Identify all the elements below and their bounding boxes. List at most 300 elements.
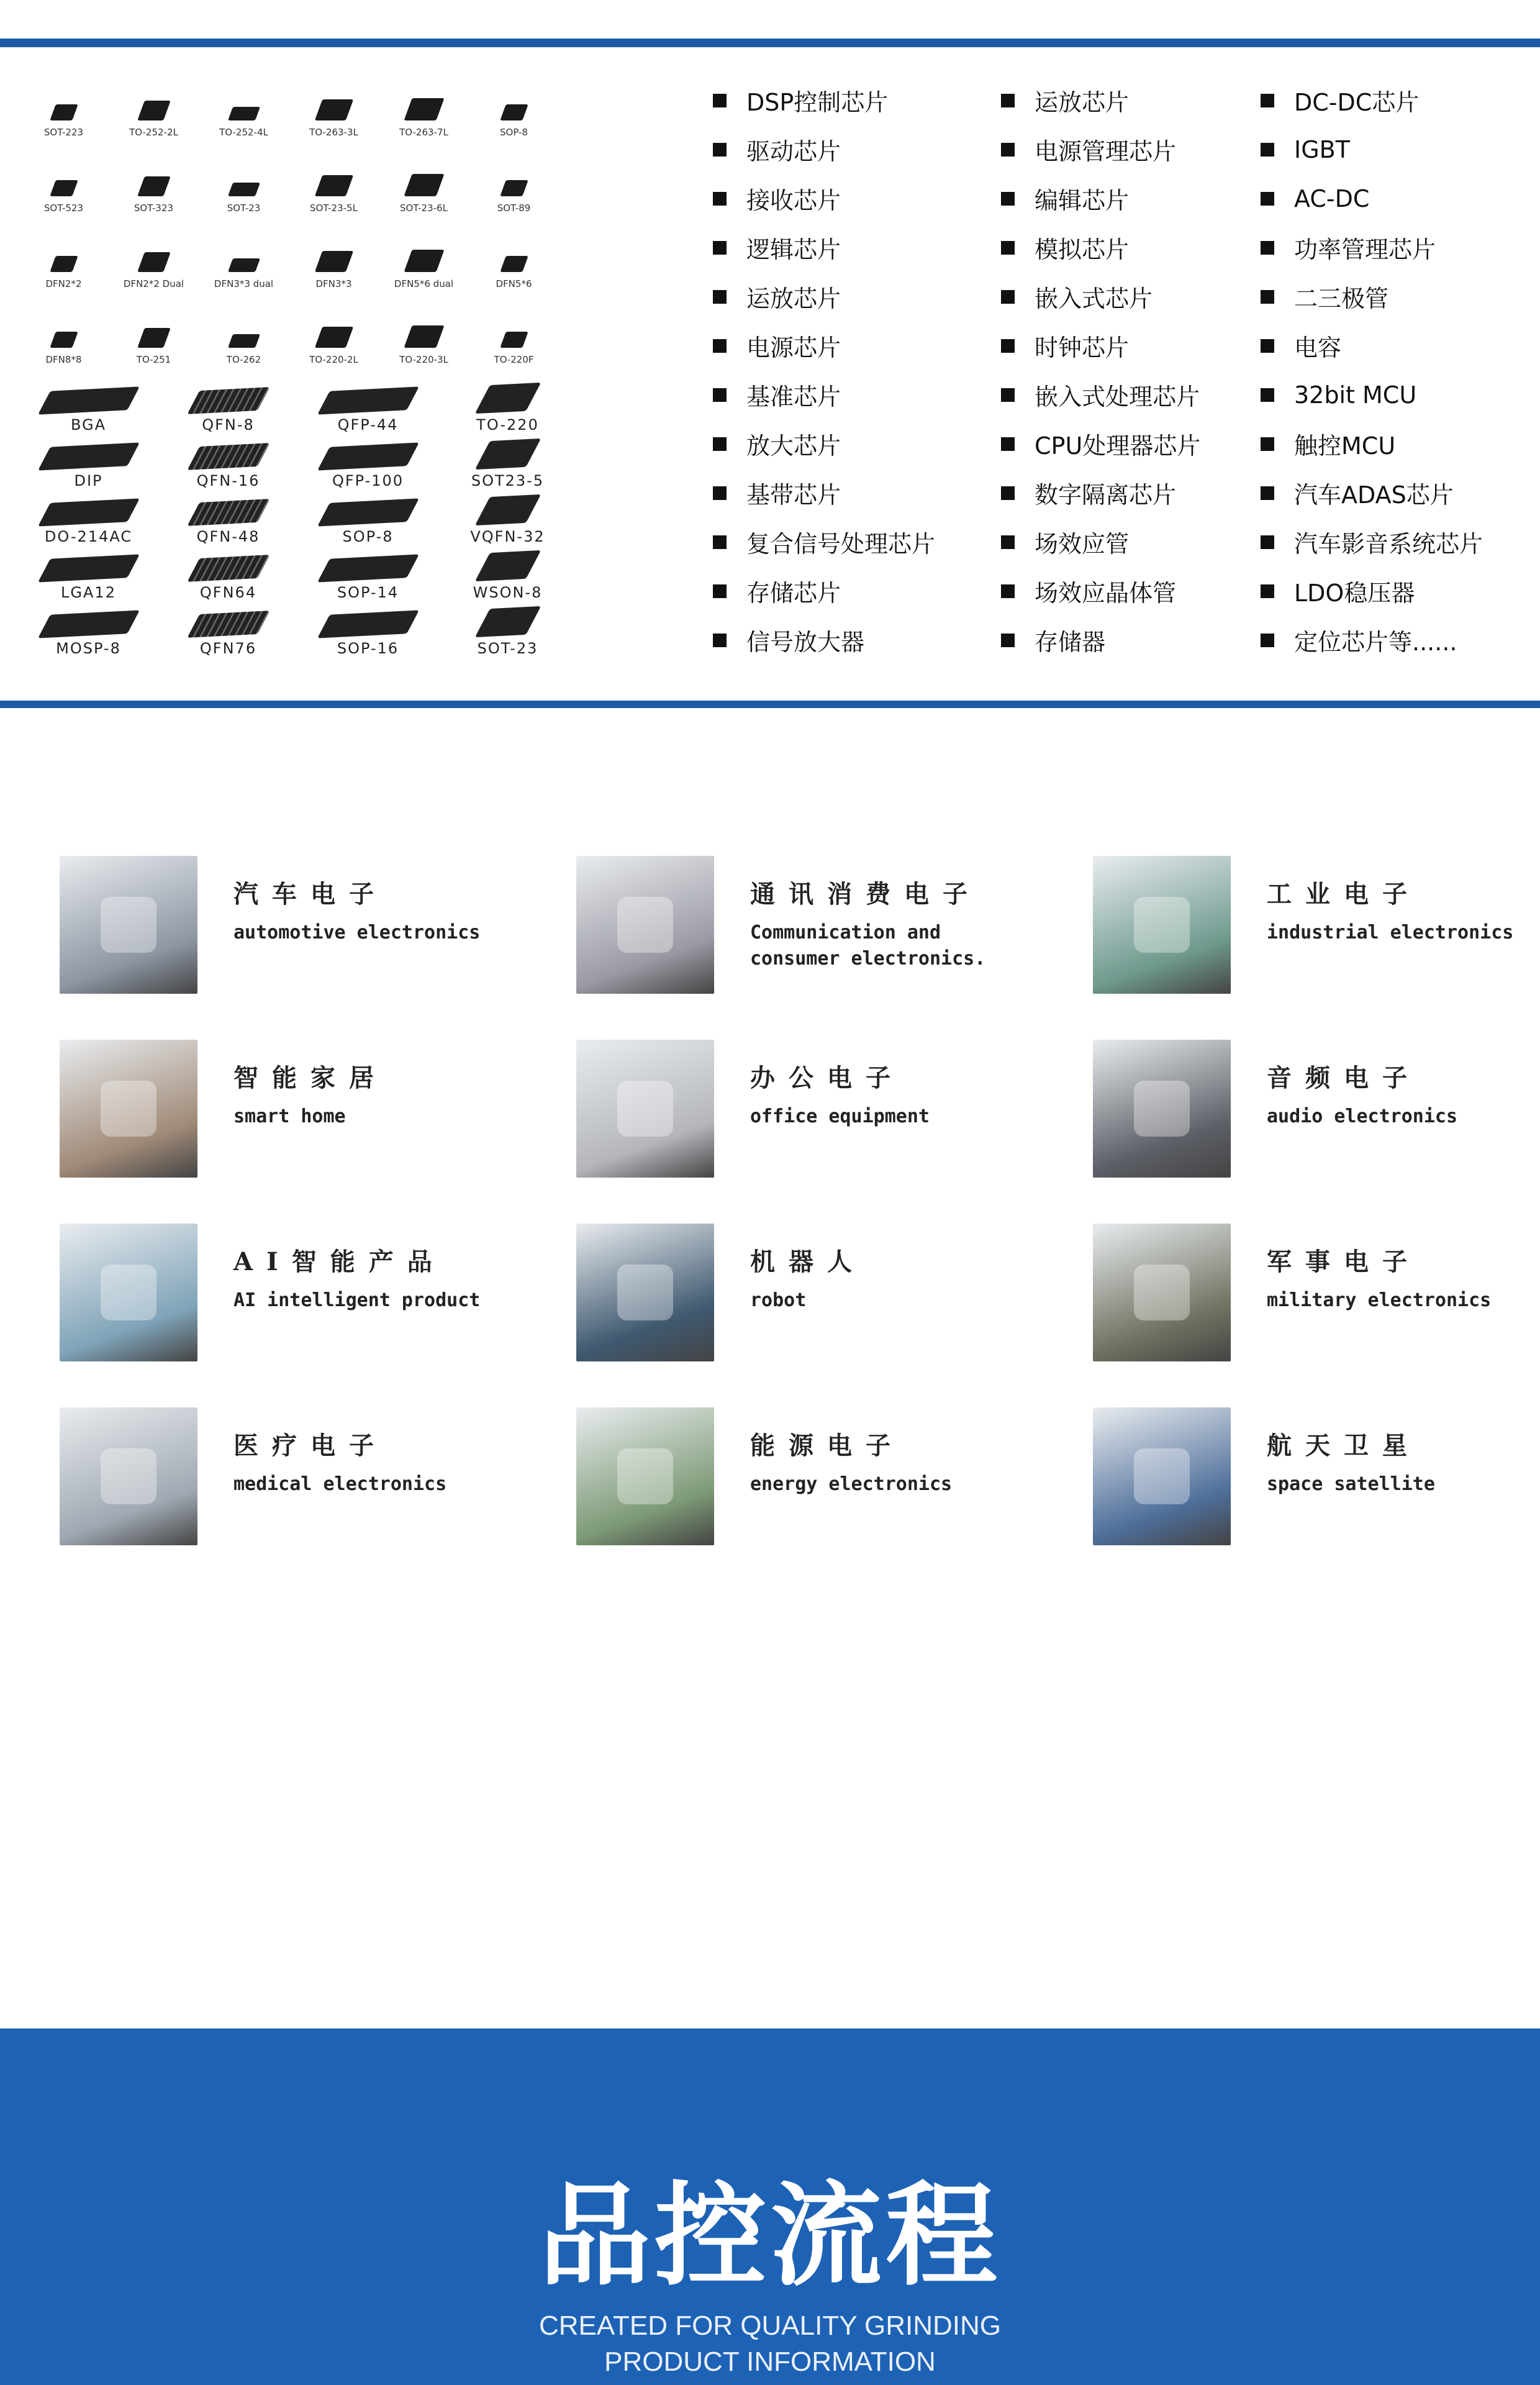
chip-package-icon xyxy=(404,174,444,196)
package-label: TO-262 xyxy=(226,354,261,365)
application-item xyxy=(60,1040,507,1178)
chip-list-label: 功率管理芯片 xyxy=(1294,236,1436,263)
application-photo xyxy=(60,1407,197,1545)
application-photo xyxy=(576,1407,714,1545)
chip-list-item xyxy=(1261,272,1483,321)
chip-list-item xyxy=(713,125,935,174)
square-bullet-icon xyxy=(713,584,727,598)
package-item xyxy=(379,138,469,214)
square-bullet-icon xyxy=(1261,241,1274,255)
package-item xyxy=(158,434,298,489)
chip-package-icon xyxy=(317,386,419,414)
square-bullet-icon xyxy=(1001,241,1015,255)
chip-list-label: 驱动芯片 xyxy=(746,138,841,165)
package-label: SOT-323 xyxy=(134,202,174,214)
package-item xyxy=(199,138,289,214)
package-label: VQFN-32 xyxy=(470,528,545,545)
chip-package-icon xyxy=(187,611,270,638)
chip-list-item xyxy=(713,370,935,419)
application-item xyxy=(60,1224,507,1361)
application-title-zh: 通讯消费电子 xyxy=(750,879,981,909)
chip-package-icon xyxy=(314,175,353,196)
chip-package-icon xyxy=(50,256,78,272)
chip-package-icon xyxy=(404,250,444,272)
square-bullet-icon xyxy=(1261,94,1274,107)
package-item xyxy=(109,62,199,138)
application-item xyxy=(576,1407,1023,1545)
application-text xyxy=(1267,1040,1528,1130)
chip-package-icon xyxy=(500,332,528,348)
chip-list-label: 嵌入式芯片 xyxy=(1035,285,1153,312)
chip-list-item xyxy=(1001,566,1200,616)
package-item xyxy=(19,434,158,489)
chip-list-item xyxy=(1001,223,1200,272)
chip-list-item xyxy=(1261,566,1483,616)
package-label: TO-251 xyxy=(136,354,171,365)
package-item xyxy=(438,489,578,545)
application-photo xyxy=(1093,1407,1231,1545)
package-item xyxy=(19,62,109,138)
chip-list-column-1 xyxy=(713,76,935,665)
application-title-en: medical electronics xyxy=(233,1473,447,1495)
package-label: LGA12 xyxy=(61,584,116,601)
package-label: QFP-100 xyxy=(332,472,404,489)
application-title-en: audio electronics xyxy=(1267,1106,1458,1127)
package-label: SOT-23-5L xyxy=(310,202,358,214)
package-label: TO-263-7L xyxy=(399,127,448,138)
package-item xyxy=(298,489,438,545)
chip-package-icon xyxy=(187,499,270,526)
chip-list-item xyxy=(713,174,935,223)
chip-list-label: 存储器 xyxy=(1035,629,1106,656)
square-bullet-icon xyxy=(1261,339,1274,353)
package-label: QFN64 xyxy=(199,584,257,601)
application-title-en: space satellite xyxy=(1267,1473,1435,1495)
package-item xyxy=(19,214,109,289)
chip-package-icon xyxy=(500,180,528,196)
package-item xyxy=(158,489,298,545)
chip-package-icon xyxy=(137,101,171,120)
package-item xyxy=(199,214,289,289)
chip-list-label: DC-DC芯片 xyxy=(1294,89,1420,116)
square-bullet-icon xyxy=(1261,634,1274,647)
package-item xyxy=(379,62,469,138)
square-bullet-icon xyxy=(1001,535,1015,549)
application-item xyxy=(576,1224,1023,1361)
chip-list-item xyxy=(713,223,935,272)
chip-list-label: LDO稳压器 xyxy=(1294,579,1415,607)
application-title-en: office equipment xyxy=(750,1106,930,1127)
package-label: DFN5*6 xyxy=(496,278,532,289)
chip-list-item xyxy=(1261,468,1483,517)
application-item xyxy=(1093,1407,1540,1545)
chip-list-label: 复合信号处理芯片 xyxy=(746,530,936,558)
package-item xyxy=(438,434,578,489)
chip-list-item xyxy=(1261,223,1483,272)
banner-subtitle xyxy=(0,2308,1540,2380)
package-label: TO-220-2L xyxy=(309,354,358,365)
chip-package-icon xyxy=(404,98,444,120)
application-photo xyxy=(1093,856,1231,994)
chip-package-icon xyxy=(314,327,353,348)
square-bullet-icon xyxy=(713,388,727,402)
package-item xyxy=(109,214,199,289)
chip-package-icon xyxy=(227,183,260,196)
chip-list-label: 电源管理芯片 xyxy=(1035,138,1177,165)
chip-package-icon xyxy=(137,328,171,348)
package-label: SOT-523 xyxy=(43,202,84,214)
application-title-en: military electronics xyxy=(1267,1289,1492,1311)
square-bullet-icon xyxy=(1001,388,1015,402)
chip-package-icon xyxy=(50,104,78,120)
square-bullet-icon xyxy=(713,486,727,500)
package-item xyxy=(469,62,559,138)
application-title-en: automotive electronics xyxy=(233,922,481,943)
application-title-zh: 办公电子 xyxy=(750,1063,904,1093)
chip-list-item xyxy=(1001,174,1200,223)
application-item xyxy=(1093,1040,1540,1178)
chip-list-label: 数字隔离芯片 xyxy=(1035,481,1177,509)
package-label: QFN-16 xyxy=(196,472,260,489)
chip-package-icon xyxy=(474,383,540,414)
chip-list-item xyxy=(713,321,935,370)
package-label: TO-252-2L xyxy=(129,127,178,138)
chip-list-column-3 xyxy=(1261,76,1483,665)
chip-list-label: 信号放大器 xyxy=(746,629,865,656)
square-bullet-icon xyxy=(713,192,727,206)
chip-list-label: 定位芯片等...... xyxy=(1294,629,1457,656)
application-text xyxy=(233,1407,494,1497)
application-text xyxy=(750,1224,1011,1314)
square-bullet-icon xyxy=(1001,584,1015,598)
application-title-zh: 医疗电子 xyxy=(233,1431,387,1460)
chip-list-label: AC-DC xyxy=(1294,184,1370,212)
chip-package-icon xyxy=(317,498,419,526)
package-item xyxy=(298,545,438,601)
chip-list-item xyxy=(713,616,935,665)
application-photo xyxy=(60,1040,197,1178)
application-title-zh: 汽车电子 xyxy=(233,879,387,909)
chip-list-item xyxy=(1261,517,1483,566)
package-item xyxy=(109,138,199,214)
chip-list-label: DSP控制芯片 xyxy=(746,89,889,116)
chip-list-label: 嵌入式处理芯片 xyxy=(1035,383,1200,411)
chip-list-label: 运放芯片 xyxy=(1035,89,1130,116)
chip-list-item xyxy=(1001,616,1200,665)
chip-package-icon xyxy=(314,99,353,120)
package-item xyxy=(289,62,379,138)
square-bullet-icon xyxy=(1001,192,1015,206)
chip-package-icon xyxy=(317,442,419,470)
application-text xyxy=(1267,1407,1528,1497)
application-title-en: energy electronics xyxy=(750,1473,953,1495)
chip-list-label: 触控MCU xyxy=(1294,432,1396,460)
application-title-zh: 航天卫星 xyxy=(1267,1431,1421,1460)
chip-package-icon xyxy=(317,610,419,638)
application-text xyxy=(750,1040,1011,1130)
package-item xyxy=(298,378,438,434)
square-bullet-icon xyxy=(1001,437,1015,451)
application-photo xyxy=(1093,1040,1231,1178)
square-bullet-icon xyxy=(1261,584,1274,598)
package-item xyxy=(19,545,158,601)
square-bullet-icon xyxy=(1261,437,1274,451)
chip-package-icon xyxy=(474,550,540,581)
chip-list-label: 模拟芯片 xyxy=(1035,236,1130,263)
chip-list-label: 编辑芯片 xyxy=(1035,187,1130,214)
package-item xyxy=(158,545,298,601)
chip-package-icon xyxy=(474,438,540,470)
chip-list-item xyxy=(713,566,935,616)
chip-list-label: IGBT xyxy=(1294,135,1350,163)
section-divider xyxy=(0,701,1540,708)
package-item xyxy=(438,378,578,434)
chip-package-icon xyxy=(38,610,140,638)
chip-list-item xyxy=(1001,468,1200,517)
application-item xyxy=(1093,856,1540,994)
chip-package-icon xyxy=(474,494,540,525)
package-item xyxy=(19,138,109,214)
chip-list-label: 汽车影音系统芯片 xyxy=(1294,530,1483,558)
chip-list-item xyxy=(713,76,935,125)
chip-list-label: 接收芯片 xyxy=(746,187,841,214)
small-package-grid xyxy=(19,62,578,365)
chip-list-item xyxy=(1261,76,1483,125)
package-item xyxy=(289,289,379,365)
chip-package-icon xyxy=(50,180,78,196)
package-label: TO-252-4L xyxy=(219,127,268,138)
chip-list-label: 二三极管 xyxy=(1294,285,1389,312)
chip-list-item xyxy=(713,517,935,566)
chip-list-label: 时钟芯片 xyxy=(1035,334,1130,361)
package-item xyxy=(19,378,158,434)
chip-package-icon xyxy=(187,443,270,470)
package-label: DO-214AC xyxy=(44,528,133,545)
package-label: DFN8*8 xyxy=(45,354,82,365)
package-label: DFN2*2 xyxy=(45,278,82,289)
application-title-zh: 机器人 xyxy=(750,1247,866,1276)
chip-list-item xyxy=(1001,321,1200,370)
package-label: QFP-44 xyxy=(337,416,399,434)
application-title-zh: 能源电子 xyxy=(750,1431,904,1460)
chip-list-label: 电源芯片 xyxy=(746,334,841,361)
package-label: SOT-223 xyxy=(43,127,84,138)
package-label: SOT23-5 xyxy=(471,472,545,489)
application-photo xyxy=(576,1224,714,1361)
application-item xyxy=(576,856,1023,994)
banner-subtitle-line-1: CREATED FOR QUALITY GRINDING xyxy=(538,2310,1001,2341)
large-package-grid xyxy=(19,378,578,657)
application-text xyxy=(1267,1224,1528,1314)
package-label: MOSP-8 xyxy=(56,640,121,657)
chip-list-item xyxy=(1001,76,1200,125)
package-label: TO-263-3L xyxy=(309,127,358,138)
package-label: QFN-48 xyxy=(196,528,260,545)
package-item xyxy=(379,214,469,289)
square-bullet-icon xyxy=(713,437,727,451)
quality-control-banner xyxy=(0,2028,1540,2385)
package-label: WSON-8 xyxy=(473,584,543,601)
application-text xyxy=(233,856,494,946)
package-label: SOP-14 xyxy=(337,584,399,601)
square-bullet-icon xyxy=(713,241,727,255)
package-label: QFN-8 xyxy=(202,416,255,434)
package-item xyxy=(469,138,559,214)
chip-package-icon xyxy=(137,176,171,196)
square-bullet-icon xyxy=(1261,486,1274,500)
chip-package-icon xyxy=(38,498,140,526)
application-item xyxy=(576,1040,1023,1178)
package-label: SOT-23 xyxy=(227,202,261,214)
application-text xyxy=(233,1224,494,1314)
package-item xyxy=(158,378,298,434)
chip-package-icon xyxy=(227,258,260,272)
chip-package-icon xyxy=(137,252,171,272)
application-photo xyxy=(576,856,714,994)
chip-list-column-2 xyxy=(1001,76,1200,665)
chip-list-item xyxy=(1261,616,1483,665)
square-bullet-icon xyxy=(713,94,727,107)
package-label: SOP-8 xyxy=(342,528,394,545)
package-label: BGA xyxy=(70,416,107,434)
package-label: DFN3*3 dual xyxy=(214,278,274,289)
package-label: SOT-89 xyxy=(497,202,531,214)
package-label: QFN76 xyxy=(199,640,257,657)
chip-package-icon xyxy=(38,554,140,582)
chip-list-item xyxy=(1001,419,1200,468)
package-item xyxy=(469,289,559,365)
chip-list-item xyxy=(1001,272,1200,321)
chip-list-item xyxy=(1001,125,1200,174)
package-item xyxy=(469,214,559,289)
square-bullet-icon xyxy=(1001,143,1015,157)
chip-package-icon xyxy=(314,251,353,272)
square-bullet-icon xyxy=(1261,192,1274,206)
square-bullet-icon xyxy=(713,290,727,304)
application-title-en: smart home xyxy=(233,1106,346,1127)
package-item xyxy=(158,601,298,657)
application-photo xyxy=(576,1040,714,1178)
package-item xyxy=(199,289,289,365)
package-label: SOP-8 xyxy=(500,127,528,138)
square-bullet-icon xyxy=(1261,535,1274,549)
package-label: TO-220 xyxy=(476,416,539,434)
application-item xyxy=(1093,1224,1540,1361)
chip-package-icon xyxy=(227,334,260,348)
package-item xyxy=(289,138,379,214)
banner-title: 品控流程 xyxy=(538,2171,1001,2301)
chip-list-item xyxy=(1261,321,1483,370)
application-text xyxy=(1267,856,1528,946)
chip-list-label: 基带芯片 xyxy=(746,481,841,509)
application-title-zh: 工业电子 xyxy=(1267,879,1421,909)
application-photo xyxy=(1093,1224,1231,1361)
package-label: TO-220F xyxy=(494,354,534,365)
package-label: DFN2*2 Dual xyxy=(123,278,184,289)
square-bullet-icon xyxy=(1261,388,1274,402)
square-bullet-icon xyxy=(1261,143,1274,157)
package-item xyxy=(298,434,438,489)
chip-list-label: 场效应管 xyxy=(1035,530,1130,558)
chip-package-icon xyxy=(500,256,528,272)
chip-list-label: 放大芯片 xyxy=(746,432,841,460)
chip-package-icon xyxy=(474,606,540,637)
package-item xyxy=(199,62,289,138)
package-item xyxy=(438,601,578,657)
package-item xyxy=(19,289,109,365)
chip-list-item xyxy=(1261,125,1483,174)
chip-list-label: 场效应晶体管 xyxy=(1035,579,1177,607)
chip-list-label: 运放芯片 xyxy=(746,285,841,312)
package-item xyxy=(289,214,379,289)
square-bullet-icon xyxy=(1001,290,1015,304)
chip-list-label: 逻辑芯片 xyxy=(746,236,841,263)
chip-list-label: 电容 xyxy=(1294,334,1342,361)
chip-list-item xyxy=(1001,517,1200,566)
square-bullet-icon xyxy=(713,535,727,549)
square-bullet-icon xyxy=(713,339,727,353)
chip-list-item xyxy=(1001,370,1200,419)
application-text xyxy=(233,1040,494,1130)
square-bullet-icon xyxy=(1001,634,1015,647)
chip-package-icon xyxy=(500,104,528,120)
application-title-en: industrial electronics xyxy=(1267,922,1514,943)
chip-list-item xyxy=(713,468,935,517)
chip-list-label: 基准芯片 xyxy=(746,383,841,411)
chip-list-item xyxy=(1261,370,1483,419)
package-item xyxy=(379,289,469,365)
square-bullet-icon xyxy=(713,143,727,157)
application-photo xyxy=(60,1224,197,1361)
chip-list-item xyxy=(1261,174,1483,223)
square-bullet-icon xyxy=(713,634,727,647)
package-item xyxy=(109,289,199,365)
application-title-en: AI intelligent product xyxy=(233,1289,481,1311)
chip-list-label: 32bit MCU xyxy=(1294,381,1417,409)
package-item xyxy=(298,601,438,657)
chip-package-icon xyxy=(38,442,140,470)
chip-package-icon xyxy=(50,332,78,348)
package-label: DFN3*3 xyxy=(315,278,352,289)
package-label: SOT-23 xyxy=(477,640,538,657)
chip-package-icon xyxy=(404,325,444,348)
application-photo xyxy=(60,856,197,994)
application-title-zh: 军事电子 xyxy=(1267,1247,1421,1276)
package-item xyxy=(19,601,158,657)
chip-package-icon xyxy=(317,554,419,582)
square-bullet-icon xyxy=(1001,339,1015,353)
chip-list-label: 汽车ADAS芯片 xyxy=(1294,481,1454,509)
package-label: DIP xyxy=(74,472,103,489)
application-title-en: Communication and consumer electronics. xyxy=(750,922,986,970)
package-types-image xyxy=(19,62,578,668)
application-title-zh: AI智能产品 xyxy=(233,1247,446,1276)
chip-package-icon xyxy=(187,555,270,582)
application-title-zh: 智能家居 xyxy=(233,1063,387,1093)
application-item xyxy=(60,856,507,994)
package-label: SOP-16 xyxy=(337,640,399,657)
chip-list-label: 存储芯片 xyxy=(746,579,841,607)
package-label: SOT-23-6L xyxy=(400,202,448,214)
chip-list-item xyxy=(713,272,935,321)
application-text xyxy=(750,1407,1011,1497)
package-item xyxy=(438,545,578,601)
application-text xyxy=(750,856,1011,972)
square-bullet-icon xyxy=(1001,486,1015,500)
chip-package-icon xyxy=(227,107,260,120)
banner-subtitle-line-2: PRODUCT INFORMATION xyxy=(604,2346,936,2377)
chip-package-icon xyxy=(187,387,270,414)
